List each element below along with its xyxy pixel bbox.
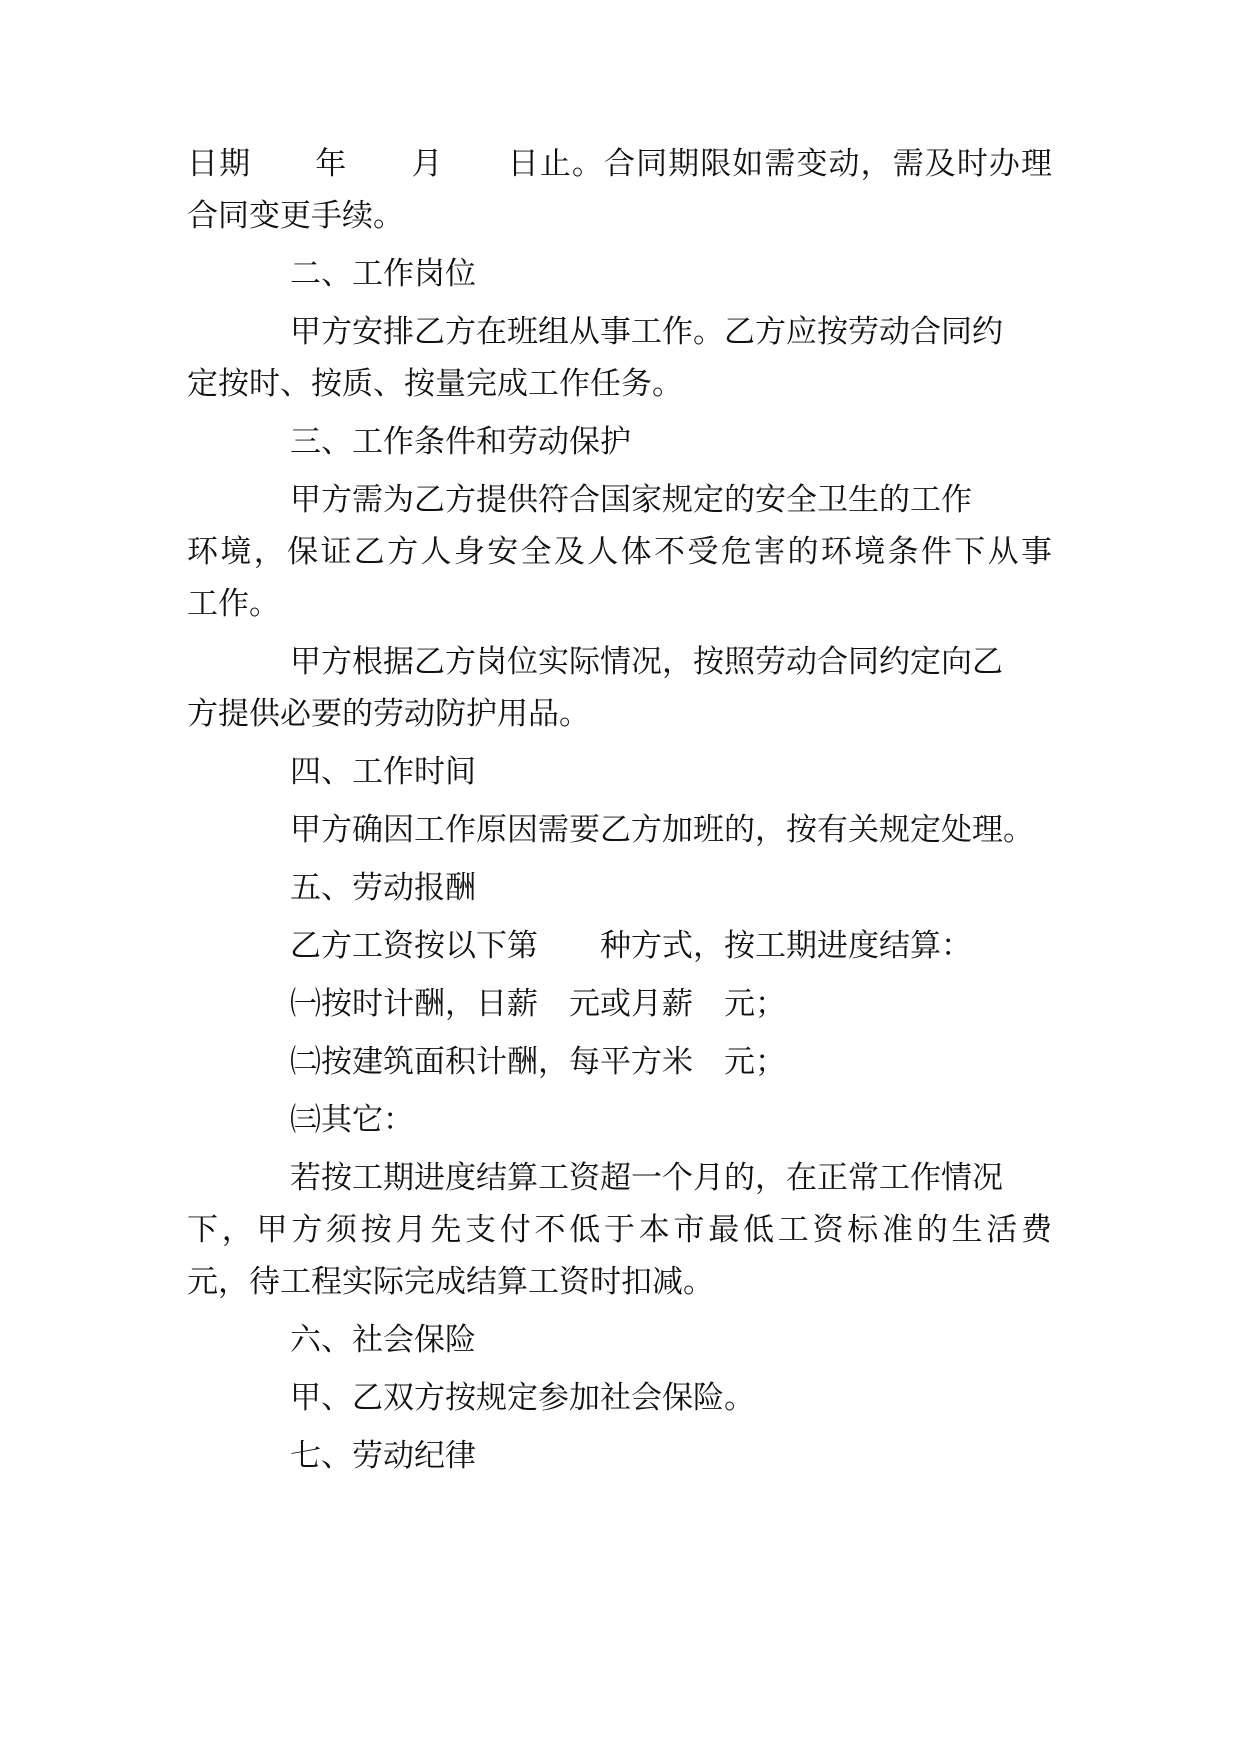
- paragraph-line: 甲方需为乙方提供符合国家规定的安全卫生的工作: [290, 482, 972, 518]
- paragraph-line: 下，甲方须按月先支付不低于本市最低工资标准的生活费: [187, 1212, 1052, 1248]
- section-heading: 七、劳动纪律: [290, 1438, 476, 1474]
- paragraph-line: 合同变更手续。: [187, 198, 404, 234]
- section-heading: 四、工作时间: [290, 754, 476, 790]
- section-heading: 五、劳动报酬: [290, 870, 476, 906]
- list-item: ㈠按时计酬，日薪 元或月薪 元；: [290, 986, 786, 1022]
- paragraph-line: 元，待工程实际完成结算工资时扣减。: [187, 1264, 714, 1300]
- paragraph-line: 乙方工资按以下第 种方式，按工期进度结算：: [290, 928, 972, 964]
- paragraph-line: 若按工期进度结算工资超一个月的，在正常工作情况: [290, 1160, 1003, 1196]
- section-heading: 二、工作岗位: [290, 256, 476, 292]
- paragraph-line: 甲方根据乙方岗位实际情况，按照劳动合同约定向乙: [290, 644, 1003, 680]
- paragraph-line: 甲方安排乙方在班组从事工作。乙方应按劳动合同约: [290, 314, 1003, 350]
- paragraph-line: 甲、乙双方按规定参加社会保险。: [290, 1380, 755, 1416]
- paragraph-line: 甲方确因工作原因需要乙方加班的，按有关规定处理。: [290, 812, 1034, 848]
- paragraph-line: 环境，保证乙方人身安全及人体不受危害的环境条件下从事: [187, 534, 1052, 570]
- paragraph-line: 日期 年 月 日止。合同期限如需变动，需及时办理: [187, 146, 1052, 182]
- list-item: ㈡按建筑面积计酬，每平方米 元；: [290, 1044, 786, 1080]
- section-heading: 三、工作条件和劳动保护: [290, 424, 631, 460]
- list-item: ㈢其它：: [290, 1102, 414, 1138]
- paragraph-line: 定按时、按质、按量完成工作任务。: [187, 366, 683, 402]
- section-heading: 六、社会保险: [290, 1322, 476, 1358]
- paragraph-line: 方提供必要的劳动防护用品。: [187, 696, 590, 732]
- paragraph-line: 工作。: [187, 586, 280, 622]
